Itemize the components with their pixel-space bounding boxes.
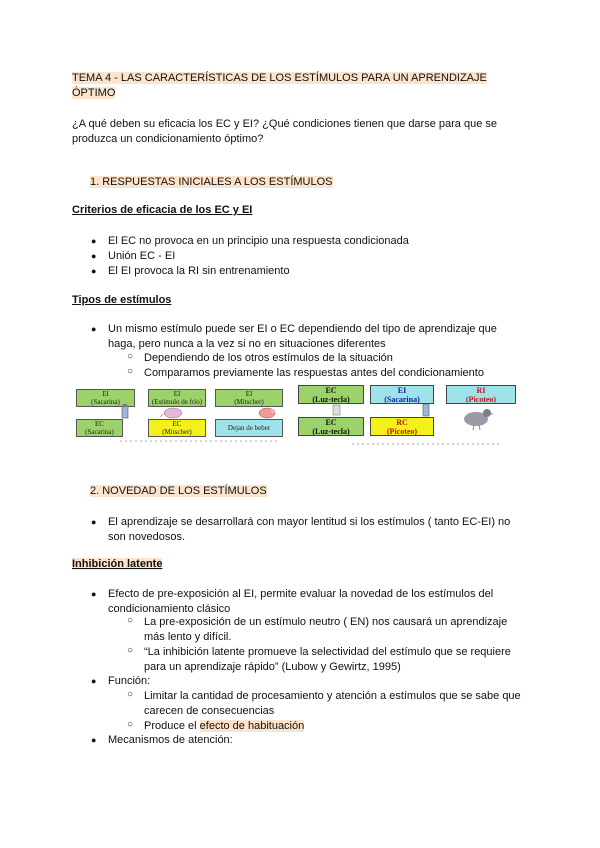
list-item: El EC no provoca en un principio una respuesta condicionada (108, 235, 409, 247)
title-line-1: TEMA 4 - LAS CARACTERÍSTICAS DE LOS ESTÍMULOS PARA UN APRENDIZAJE (72, 72, 487, 84)
pigeon-icon (458, 404, 494, 430)
habituacion-highlight: efecto de habituación (199, 720, 305, 732)
figure-box: EI (Sacarina) (370, 385, 434, 404)
list-item: Dependiendo de los otros estímulos de la situación (144, 352, 393, 364)
section-2-heading: 2. NOVEDAD DE LOS ESTÍMULOS (90, 485, 267, 497)
figure-box: Dejan de beber (215, 419, 283, 437)
circle-bullet-icon: ○ (127, 615, 134, 626)
list-item: Función: (108, 675, 151, 687)
figure-box: EI (Mitscher) (215, 389, 283, 407)
figure-box: EC (Mitscher) (148, 419, 206, 437)
list-item: Efecto de pre-exposición al EI, permite evaluar la novedad de los estímulos del condicionamiento clásico (108, 588, 494, 615)
list-item: La pre-exposición de un estímulo neutro ( EN) nos causará un aprendizaje más lento y difícil. (144, 616, 508, 643)
figure-box: EI (Sacarina) (76, 389, 135, 407)
list-item: Unión EC - EI (108, 250, 176, 262)
key-light-icon (331, 402, 343, 418)
list-item: El aprendizaje se desarrollará con mayor lentitud si los estímulos ( tanto EC-EI) no son novedosos. (108, 516, 511, 543)
figure-box: EC (Luz-tecla) (298, 417, 364, 436)
criterios-title: Criterios de eficacia de los EC y EI (72, 204, 253, 216)
list-item: Mecanismos de atención: (108, 734, 233, 746)
list-item: Comparamos previamente las respuestas antes del condicionamiento (144, 367, 484, 379)
page-title (72, 71, 487, 101)
bottle-icon (118, 404, 132, 420)
circle-bullet-icon: ○ (127, 689, 134, 700)
caption-line (120, 438, 280, 444)
rat-icon (255, 404, 279, 420)
bullet-icon: ● (91, 589, 97, 599)
inhibicion-title: Inhibición latente (72, 558, 163, 570)
figure-box: RI (Picoteo) (446, 385, 516, 404)
bullet-icon: ● (91, 735, 97, 745)
bullet-icon: ● (91, 324, 97, 334)
intro-question (72, 117, 497, 147)
list-item: Produce el efecto de habituación (144, 720, 305, 732)
figure-box: EC (Sacarina) (76, 419, 123, 437)
rat-icon (160, 404, 190, 420)
circle-bullet-icon: ○ (127, 719, 134, 730)
figure-box: RC (Picoteo) (370, 417, 434, 436)
circle-bullet-icon: ○ (127, 366, 134, 377)
list-item: “La inhibición latente promueve la selectividad del estímulo que se requiere para un aprendizaje rápido” (Lubow y Gewirtz, 1995) (144, 646, 511, 673)
bullet-icon: ● (91, 517, 97, 527)
figure-box: EI (Estímulo de frío) (148, 389, 206, 407)
list-item: El EI provoca la RI sin entrenamiento (108, 265, 290, 277)
circle-bullet-icon: ○ (127, 645, 134, 656)
figure-box: EC (Luz-tecla) (298, 385, 364, 404)
caption-line (352, 441, 502, 447)
circle-bullet-icon: ○ (127, 351, 134, 362)
list-item: Limitar la cantidad de procesamiento y atención a estímulos que se sabe que carecen de consecuencias (144, 690, 521, 717)
intro-line-2: produzca un condicionamiento óptimo? (72, 133, 264, 145)
bullet-icon: ● (91, 236, 97, 246)
tipos-title: Tipos de estímulos (72, 294, 172, 306)
bottle-icon (420, 402, 432, 418)
bullet-icon: ● (91, 251, 97, 261)
bullet-icon: ● (91, 676, 97, 686)
title-line-2: ÓPTIMO (72, 87, 116, 99)
intro-line-1: ¿A qué deben su eficacia los EC y EI? ¿Qué condiciones tienen que darse para que se (72, 118, 497, 130)
list-item: Un mismo estímulo puede ser EI o EC dependiendo del tipo de aprendizaje que haga, pero nunca a la vez si no en situaciones diferentes (108, 323, 497, 350)
section-1-heading: 1. RESPUESTAS INICIALES A LOS ESTÍMULOS (90, 176, 333, 188)
bullet-icon: ● (91, 266, 97, 276)
